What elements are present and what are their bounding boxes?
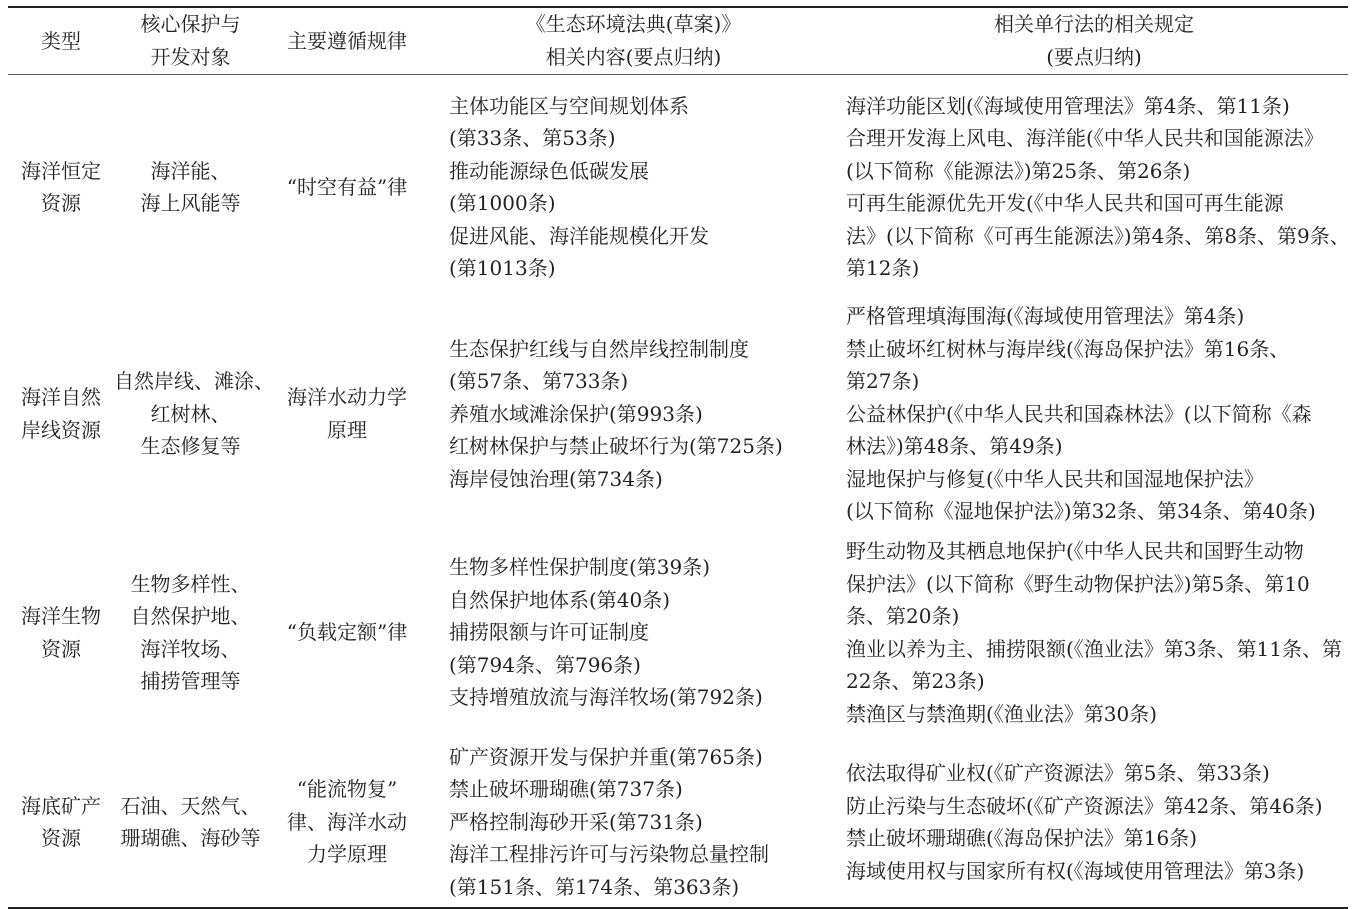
cell-line: 自然保护地体系(第40条): [449, 587, 671, 612]
cell-line: 第27条): [846, 369, 920, 393]
cell-line: 海洋功能区划(《海域使用管理法》第4条、第11条): [846, 93, 1290, 118]
cell-line: 矿产资源开发与保护并重(第765条): [449, 744, 763, 769]
cell-line: 律、海洋水动: [287, 809, 407, 834]
cell-line: 主体功能区与空间规划体系: [449, 93, 689, 118]
cell-line: 法》(以下简称《可再生能源法》)第4条、第8条、第9条、: [846, 223, 1350, 248]
cell-line: 渔业以养为主、捕捞限额(《渔业法》第3条、第11条、第: [846, 636, 1342, 661]
marine-resources-law-table: [8, 6, 1348, 909]
cell-line: 捕捞限额与许可证制度: [449, 620, 649, 645]
header-line: 相关单行法的相关规定: [994, 12, 1194, 37]
cell-line: 可再生能源优先开发(《中华人民共和国可再生能源: [846, 191, 1284, 216]
cell-line: 海洋工程排污许可与污染物总量控制: [449, 842, 769, 867]
cell-line: 捕捞管理等: [140, 669, 241, 693]
cell-line: 禁止破坏珊瑚礁(《海岛保护法》第16条): [846, 826, 1198, 850]
cell-line: 严格控制海砂开采(第731条): [449, 809, 703, 834]
cell-line: 生态保护红线与自然岸线控制制度: [449, 336, 749, 361]
cell-line: (第1013条): [449, 256, 556, 281]
cell-line: (第1000条): [449, 191, 556, 216]
cell-line: 资源: [41, 191, 81, 216]
cell-line: (第151条、第174条、第363条): [449, 874, 740, 899]
cell-line: 自然岸线、滩涂、: [114, 369, 274, 393]
header-law: [267, 7, 427, 74]
table-row: [8, 528, 1348, 738]
cell-objects: [114, 74, 267, 300]
cell-type: [8, 300, 114, 528]
cell-code-content: [427, 74, 840, 300]
header-line: 类型: [41, 28, 81, 53]
table-row: [8, 74, 1348, 300]
cell-line: 海岸侵蚀治理(第734条): [449, 466, 663, 491]
cell-line: 原理: [327, 417, 367, 442]
cell-line: 依法取得矿业权(《矿产资源法》第5条、第33条): [846, 761, 1270, 785]
cell-line: 推动能源绿色低碳发展: [449, 158, 649, 183]
header-type: [8, 7, 114, 74]
cell-code-content: [427, 528, 840, 738]
cell-code-content: [427, 738, 840, 908]
cell-line: 海上风能等: [140, 191, 241, 216]
cell-statutes: [840, 74, 1348, 300]
cell-law: [267, 300, 427, 528]
header-statutes: [840, 7, 1348, 74]
header-line: 《生态环境法典(草案)》: [525, 12, 742, 37]
cell-line: 促进风能、海洋能规模化开发: [449, 223, 709, 248]
cell-line: 严格管理填海围海(《海域使用管理法》第4条): [846, 304, 1245, 328]
cell-line: 红树林、: [150, 401, 231, 426]
header-code-content: [427, 7, 840, 74]
cell-statutes: [840, 528, 1348, 738]
cell-type: [8, 528, 114, 738]
cell-line: (以下简称《能源法》)第25条、第26条): [846, 158, 1191, 183]
cell-line: 资源: [41, 826, 81, 850]
cell-line: 海底矿产: [21, 793, 101, 818]
cell-line: 自然保护地、: [130, 604, 251, 628]
cell-line: 保护法》(以下简称《野生动物保护法》)第5条、第10: [846, 571, 1310, 596]
cell-line: 生物多样性、: [130, 571, 251, 596]
cell-line: (以下简称《湿地保护法》)第32条、第34条、第40条): [846, 499, 1316, 523]
cell-line: 禁止破坏珊瑚礁(第737条): [449, 777, 683, 802]
cell-line: 防止污染与生态破坏(《矿产资源法》第42条、第46条): [846, 793, 1323, 818]
header-line: 主要遵循规律: [287, 28, 407, 53]
cell-line: 生物多样性保护制度(第39条): [449, 555, 711, 580]
cell-line: 支持增殖放流与海洋牧场(第792条): [449, 685, 763, 710]
cell-line: 海域使用权与国家所有权(《海域使用管理法》第3条): [846, 858, 1305, 883]
table-header-row: [8, 7, 1348, 74]
cell-line: 石油、天然气、: [120, 793, 261, 818]
cell-line: “负载定额”律: [286, 620, 408, 645]
cell-statutes: [840, 300, 1348, 528]
cell-law: [267, 528, 427, 738]
cell-line: 海洋生物: [21, 604, 101, 628]
cell-line: 海洋水动力学: [287, 385, 407, 410]
cell-line: 禁止破坏红树林与海岸线(《海岛保护法》第16条、: [846, 336, 1290, 361]
header-line: 核心保护与: [140, 12, 241, 37]
header-line: (要点归纳): [1046, 44, 1142, 69]
cell-objects: [114, 300, 274, 528]
cell-objects: [114, 528, 267, 738]
header-line: 相关内容(要点归纳): [545, 44, 722, 69]
cell-line: 生态修复等: [140, 434, 241, 458]
table-row: [8, 738, 1348, 908]
cell-line: 湿地保护与修复(《中华人民共和国湿地保护法》: [846, 466, 1264, 491]
cell-line: (第33条、第53条): [449, 126, 616, 151]
cell-line: 海洋自然: [21, 385, 101, 410]
cell-line: 海洋能、: [150, 158, 231, 183]
cell-line: 海洋恒定: [21, 158, 101, 183]
cell-line: 第12条): [846, 256, 920, 281]
cell-code-content: [427, 300, 840, 528]
cell-line: (第57条、第733条): [449, 369, 629, 393]
cell-line: 林法》)第48条、第49条): [846, 434, 1063, 458]
cell-law: [267, 74, 427, 300]
cell-line: “时空有益”律: [286, 175, 408, 199]
cell-type: [8, 74, 114, 300]
cell-line: 条、第20条): [846, 604, 960, 628]
cell-line: 22条、第23条): [846, 669, 985, 693]
cell-line: 野生动物及其栖息地保护(《中华人民共和国野生动物: [846, 539, 1304, 563]
cell-line: 红树林保护与禁止破坏行为(第725条): [449, 434, 783, 458]
header-line: 开发对象: [150, 44, 231, 69]
cell-line: 珊瑚礁、海砂等: [120, 826, 261, 850]
cell-objects: [114, 738, 267, 908]
cell-line: 海洋牧场、: [140, 636, 241, 661]
cell-line: 合理开发海上风电、海洋能(《中华人民共和国能源法》: [846, 126, 1324, 151]
header-objects: [114, 7, 267, 74]
cell-type: [8, 738, 114, 908]
cell-line: 禁渔区与禁渔期(《渔业法》第30条): [846, 701, 1158, 726]
cell-line: 力学原理: [307, 842, 387, 867]
cell-statutes: [840, 738, 1348, 908]
cell-line: 资源: [41, 636, 81, 661]
cell-line: 公益林保护(《中华人民共和国森林法》(以下简称《森: [846, 401, 1312, 426]
table-row: [8, 300, 1348, 528]
cell-law: [267, 738, 427, 908]
cell-line: 岸线资源: [21, 417, 101, 442]
cell-line: 养殖水域滩涂保护(第993条): [449, 401, 703, 426]
cell-line: (第794条、第796条): [449, 652, 641, 677]
cell-line: “能流物复”: [296, 777, 398, 802]
